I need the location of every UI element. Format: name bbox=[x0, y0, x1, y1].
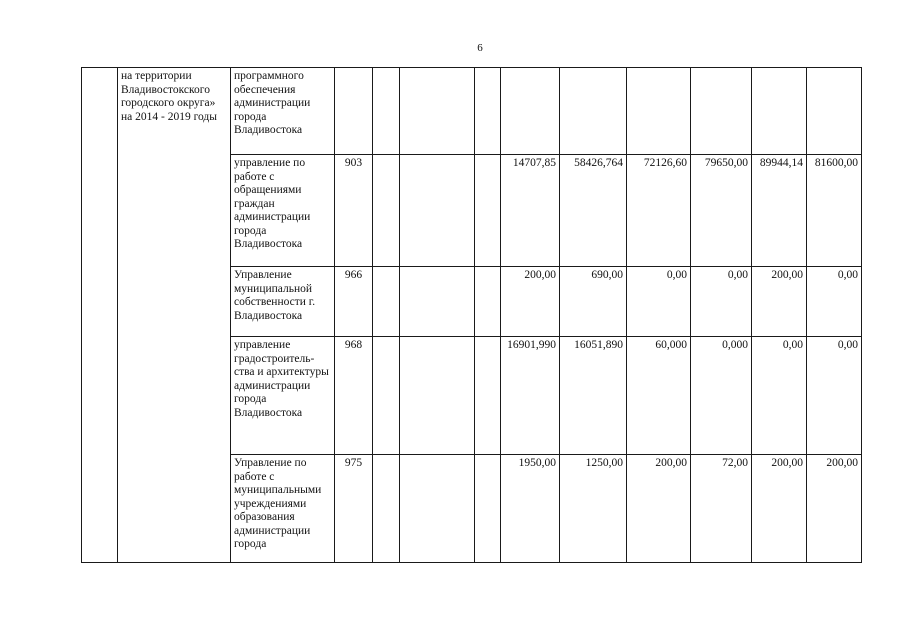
value-cell-2017: 72,00 bbox=[691, 455, 752, 563]
empty-cell bbox=[373, 455, 400, 563]
table-row bbox=[82, 68, 862, 155]
value-cell-2016 bbox=[627, 68, 691, 155]
executor-cell: программного обеспечения администрации города Владивостока bbox=[231, 68, 335, 155]
program-name-cell: на территории Владивостокского городского округа» на 2014 - 2019 годы bbox=[118, 68, 231, 563]
value-cell-2016: 200,00 bbox=[627, 455, 691, 563]
empty-cell bbox=[400, 337, 475, 455]
value-cell-2016: 72126,60 bbox=[627, 155, 691, 267]
value-cell-2016: 0,00 bbox=[627, 267, 691, 337]
empty-cell bbox=[475, 337, 501, 455]
executor-cell: управление градостроитель-ства и архитектуры администрации города Владивостока bbox=[231, 337, 335, 455]
code-cell: 966 bbox=[335, 267, 373, 337]
executor-cell: управление по работе с обращениями граждан администрации города Владивостока bbox=[231, 155, 335, 267]
page-number: 6 bbox=[477, 42, 483, 54]
value-cell-2018 bbox=[752, 68, 807, 155]
empty-cell bbox=[475, 68, 501, 155]
value-cell-2015: 58426,764 bbox=[560, 155, 627, 267]
value-cell-2019: 0,00 bbox=[807, 337, 862, 455]
empty-cell bbox=[400, 267, 475, 337]
executor-cell: Управление муниципальной собственности г. Владивостока bbox=[231, 267, 335, 337]
value-cell-2018: 200,00 bbox=[752, 267, 807, 337]
value-cell-2014: 14707,85 bbox=[501, 155, 560, 267]
empty-cell bbox=[400, 455, 475, 563]
empty-cell bbox=[373, 155, 400, 267]
empty-cell bbox=[373, 337, 400, 455]
value-cell-2018: 200,00 bbox=[752, 455, 807, 563]
value-cell-2015: 16051,890 bbox=[560, 337, 627, 455]
value-cell-2019: 0,00 bbox=[807, 267, 862, 337]
value-cell-2015: 690,00 bbox=[560, 267, 627, 337]
value-cell-2017: 0,00 bbox=[691, 267, 752, 337]
value-cell-2019: 81600,00 bbox=[807, 155, 862, 267]
code-cell: 968 bbox=[335, 337, 373, 455]
value-cell-2019 bbox=[807, 68, 862, 155]
empty-cell bbox=[475, 155, 501, 267]
value-cell-2017 bbox=[691, 68, 752, 155]
value-cell-2014: 1950,00 bbox=[501, 455, 560, 563]
value-cell-2017: 79650,00 bbox=[691, 155, 752, 267]
value-cell-2018: 0,00 bbox=[752, 337, 807, 455]
empty-cell bbox=[400, 155, 475, 267]
code-cell bbox=[335, 68, 373, 155]
value-cell-2018: 89944,14 bbox=[752, 155, 807, 267]
empty-cell bbox=[400, 68, 475, 155]
value-cell-2014: 16901,990 bbox=[501, 337, 560, 455]
empty-cell bbox=[373, 267, 400, 337]
empty-cell bbox=[475, 455, 501, 563]
budget-table bbox=[81, 67, 862, 563]
executor-cell: Управление по работе с муниципальными учреждениями образования администрации города bbox=[231, 455, 335, 563]
value-cell-2014 bbox=[501, 68, 560, 155]
code-cell: 975 bbox=[335, 455, 373, 563]
value-cell-2015: 1250,00 bbox=[560, 455, 627, 563]
value-cell-2015 bbox=[560, 68, 627, 155]
empty-cell bbox=[475, 267, 501, 337]
value-cell-2017: 0,000 bbox=[691, 337, 752, 455]
code-cell: 903 bbox=[335, 155, 373, 267]
value-cell-2019: 200,00 bbox=[807, 455, 862, 563]
value-cell-2014: 200,00 bbox=[501, 267, 560, 337]
number-cell bbox=[82, 68, 118, 563]
value-cell-2016: 60,000 bbox=[627, 337, 691, 455]
empty-cell bbox=[373, 68, 400, 155]
